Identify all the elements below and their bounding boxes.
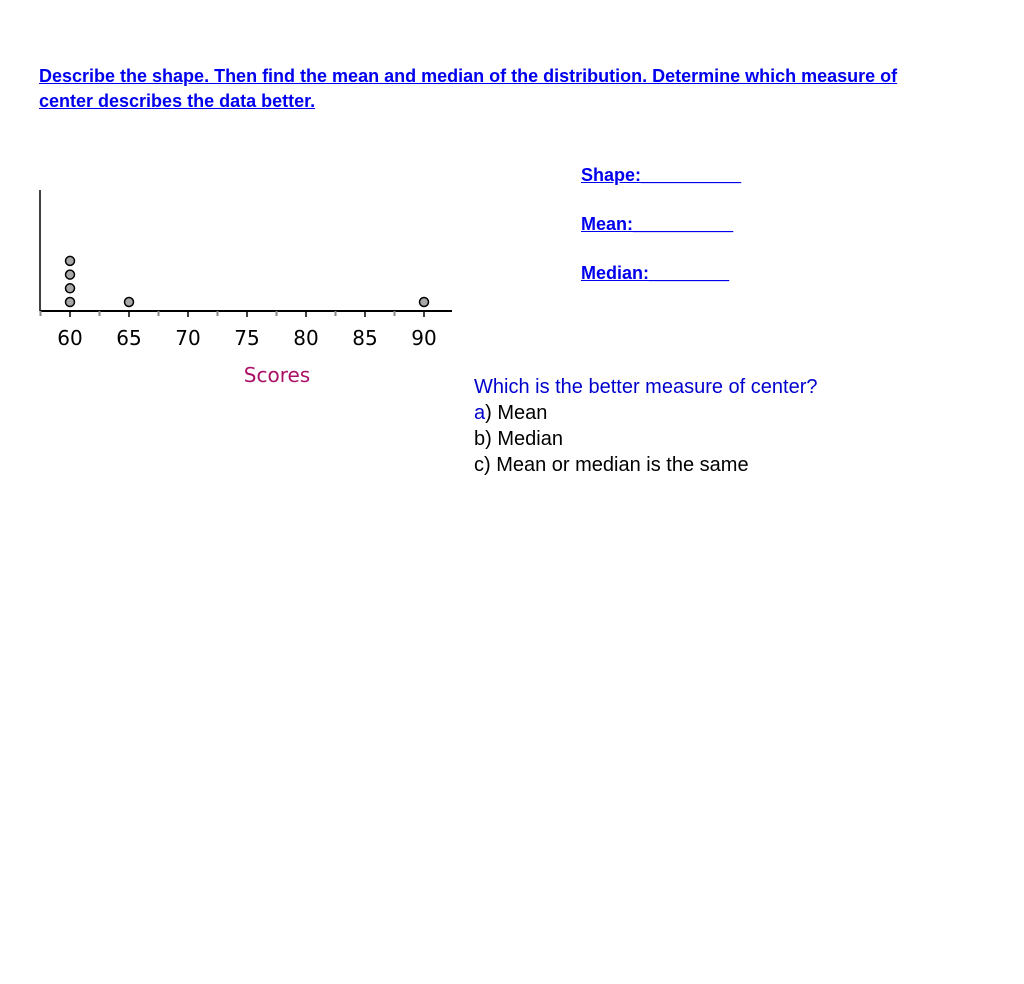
- x-axis-label: Scores: [243, 363, 311, 387]
- data-dot: [66, 298, 75, 307]
- dot-plot: [30, 182, 470, 397]
- option-a-letter: a: [474, 402, 486, 424]
- data-dot: [66, 284, 75, 293]
- dots: [66, 256, 429, 306]
- tick-labels: [57, 326, 436, 350]
- option-b[interactable]: [474, 426, 818, 452]
- tick-label: 70: [175, 326, 201, 350]
- question-text: Which is the better measure of center?: [474, 376, 818, 398]
- tick-label: 80: [293, 326, 319, 350]
- tick-label: 85: [352, 326, 378, 350]
- data-dot: [66, 256, 75, 265]
- answer-blanks: [581, 163, 741, 310]
- multiple-choice-question: [474, 374, 818, 478]
- tick-label: 60: [57, 326, 83, 350]
- shape-blank[interactable]: Shape:__________: [581, 165, 742, 185]
- option-c[interactable]: [474, 452, 818, 478]
- option-b-text: b) Median: [474, 428, 563, 450]
- option-a[interactable]: [474, 400, 818, 426]
- option-c-text: c) Mean or median is the same: [474, 454, 749, 476]
- tick-label: 75: [234, 326, 260, 350]
- instructions: Describe the shape. Then find the mean and median of the distribution. Determine which measure of center describes the data better.: [39, 66, 898, 111]
- mean-blank[interactable]: Mean:__________: [581, 214, 734, 234]
- data-dot: [66, 270, 75, 279]
- median-blank[interactable]: Median:________: [581, 263, 730, 283]
- data-dot: [125, 298, 134, 307]
- tick-label: 65: [116, 326, 142, 350]
- data-dot: [420, 298, 429, 307]
- tick-label: 90: [411, 326, 437, 350]
- option-a-text: ) Mean: [485, 402, 548, 424]
